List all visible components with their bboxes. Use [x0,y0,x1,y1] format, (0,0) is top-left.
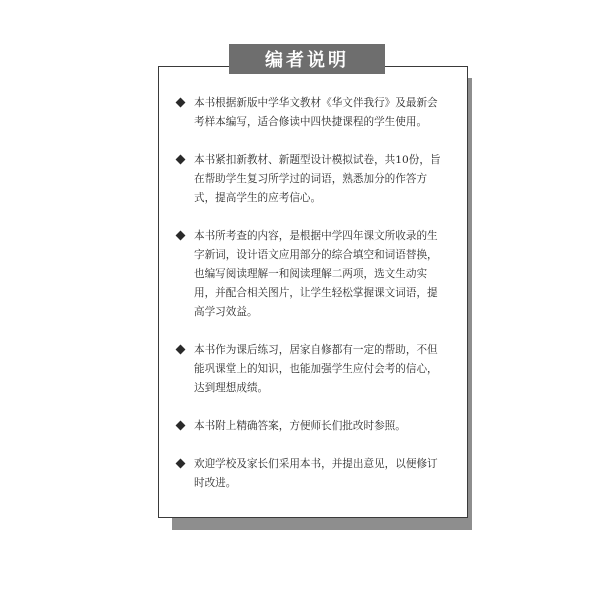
diamond-bullet-icon [176,155,186,165]
diamond-bullet-icon [176,459,186,469]
item-line: 能巩课堂上的知识，也能加强学生应付会考的信心， [194,363,438,375]
item-line: 用，并配合相关图片，让学生轻松掌握课文词语，提 [194,287,438,299]
list-item [173,417,455,436]
list-item [173,227,455,322]
item-line: 达到理想成绩。 [194,382,269,394]
item-line: 也编写阅读理解一和阅读理解二两项，选文生动实 [194,268,428,280]
list-item [173,151,455,208]
item-line: 在帮助学生复习所学过的词语，熟悉加分的作答方 [194,173,428,185]
item-line: 高学习效益。 [194,306,258,318]
diamond-bullet-icon [176,345,186,355]
item-line: 考样本编写，适合修读中四快捷课程的学生使用。 [194,116,428,128]
item-line: 时改进。 [194,477,237,489]
item-line: 本书作为课后练习，居家自修都有一定的帮助，不但 [194,344,438,356]
list-item [173,455,455,493]
item-line: 欢迎学校及家长们采用本书，并提出意见，以便修订 [194,458,438,470]
page-title: 编者说明 [229,44,385,74]
item-line: 字新词，设计语文应用部分的综合填空和词语替换， [194,249,438,261]
diamond-bullet-icon [176,98,186,108]
item-line: 本书根据新版中学华文教材《华文伴我行》及最新会 [194,97,438,109]
item-line: 本书附上精确答案，方便师长们批改时参照。 [194,420,406,432]
diamond-bullet-icon [176,231,186,241]
item-line: 本书紧扣新教材、新题型设计模拟试卷，共10份，旨 [194,154,441,166]
item-line: 本书所考查的内容，是根据中学四年课文所收录的生 [194,230,438,242]
notes-list [173,94,455,512]
list-item [173,94,455,132]
diamond-bullet-icon [176,421,186,431]
item-line: 式，提高学生的应考信心。 [194,192,322,204]
list-item [173,341,455,398]
